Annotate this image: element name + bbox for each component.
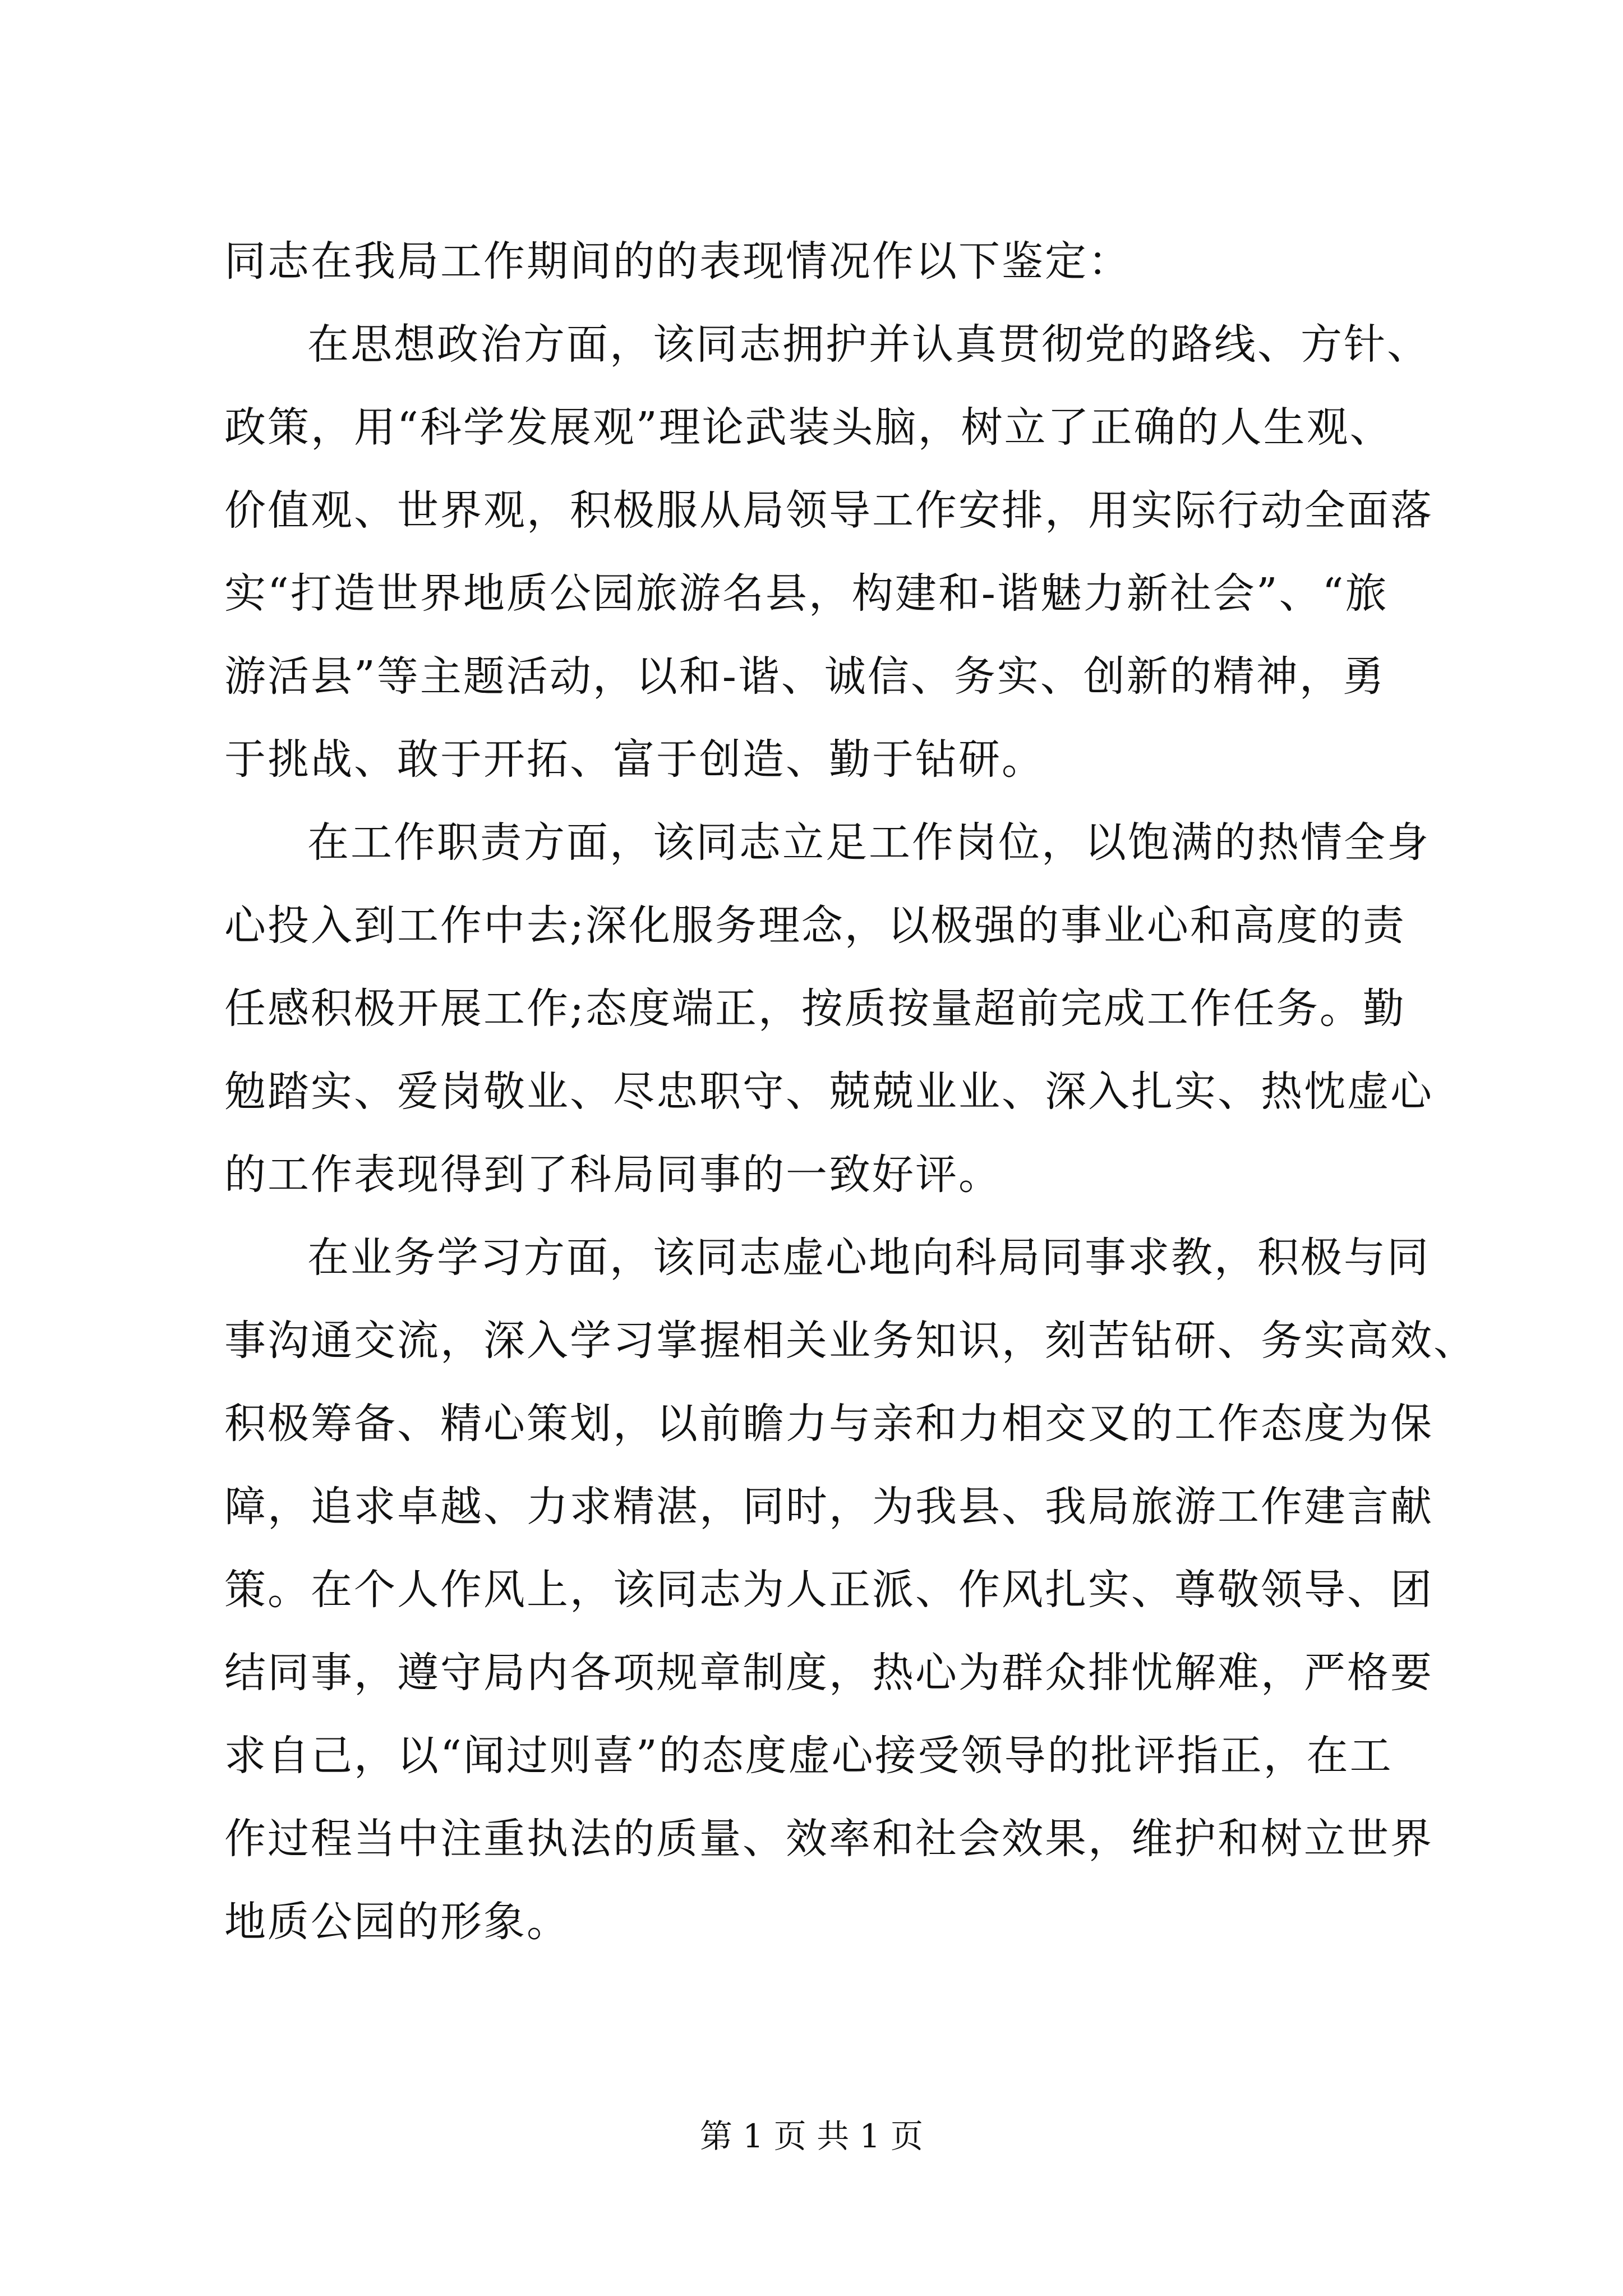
paragraph-line: 策。在个人作风上，该同志为人正派、作风扎实、尊敬领导、团: [224, 1566, 1433, 1614]
page-footer: 第 1 页 共 1 页: [700, 2117, 923, 2155]
paragraph-political: [224, 303, 1433, 801]
paragraph-line: 价值观、世界观，积极服从局领导工作安排，用实际行动全面落: [224, 486, 1433, 535]
paragraph-line: 事沟通交流，深入学习掌握相关业务知识，刻苦钻研、务实高效、: [224, 1317, 1477, 1365]
paragraph-line: 勉踏实、爱岗敬业、尽忠职守、兢兢业业、深入扎实、热忱虚心: [224, 1068, 1433, 1116]
paragraph-duties: [224, 801, 1433, 1216]
paragraph-line: 的工作表现得到了科局同事的一致好评。: [224, 1151, 1002, 1199]
paragraph-line: 作过程当中注重执法的质量、效率和社会效果，维护和树立世界: [224, 1815, 1433, 1863]
paragraph-line: 在工作职责方面，该同志立足工作岗位，以饱满的热情全身: [307, 818, 1430, 867]
paragraph-line: 地质公园的形象。: [224, 1898, 570, 1946]
paragraph-study: [224, 1216, 1477, 1963]
paragraph-line: 障，追求卓越、力求精湛，同时，为我县、我局旅游工作建言献: [224, 1483, 1433, 1531]
paragraph-line: 求自己，以“闻过则喜”的态度虚心接受领导的批评指正，在工: [224, 1732, 1393, 1780]
paragraph-line: 游活县”等主题活动，以和-谐、诚信、务实、创新的精神，勇: [224, 652, 1386, 701]
intro-line: 同志在我局工作期间的的表现情况作以下鉴定：: [224, 237, 1131, 286]
paragraph-line: 积极筹备、精心策划，以前瞻力与亲和力相交叉的工作态度为保: [224, 1400, 1433, 1448]
paragraph-line: 政策，用“科学发展观”理论武装头脑，树立了正确的人生观、: [224, 403, 1393, 452]
paragraph-line: 在业务学习方面，该同志虚心地向科局同事求教，积极与同: [307, 1234, 1430, 1282]
paragraph-line: 任感积极开展工作;态度端正，按质按量超前完成工作任务。勤: [224, 984, 1406, 1033]
paragraph-line: 于挑战、敢于开拓、富于创造、勤于钻研。: [224, 735, 1045, 784]
paragraph-line: 在思想政治方面，该同志拥护并认真贯彻党的路线、方针、: [307, 320, 1430, 369]
paragraph-line: 结同事，遵守局内各项规章制度，热心为群众排忧解难，严格要: [224, 1649, 1433, 1697]
document-body: [224, 220, 1477, 1963]
paragraph-line: 实“打造世界地质公园旅游名县，构建和-谐魅力新社会”、“旅: [224, 569, 1389, 618]
paragraph-line: 心投入到工作中去;深化服务理念，以极强的事业心和高度的责: [224, 901, 1406, 950]
